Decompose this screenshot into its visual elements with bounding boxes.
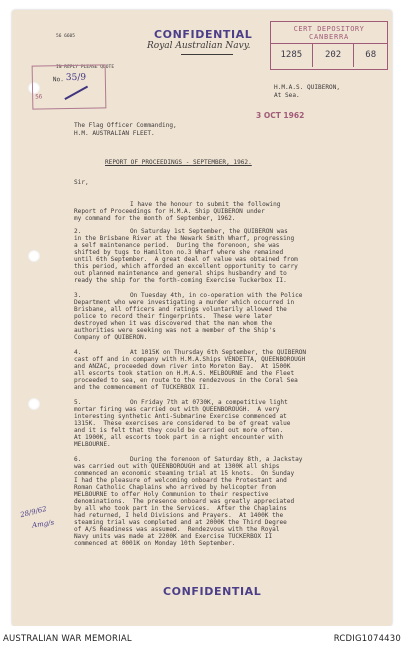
body-line: At 1015K on Thursday 6th September, the QUIBERON bbox=[130, 349, 307, 356]
body-line: and it is felt that they could be carried out more often. bbox=[74, 427, 284, 434]
classification-top: CONFIDENTIAL bbox=[154, 28, 253, 41]
paragraph-number: 3. bbox=[74, 292, 82, 299]
organisation-name: Royal Australian Navy. bbox=[147, 41, 251, 51]
body-line: steaming trial was completed and at 2000K the Third Degree bbox=[74, 519, 287, 526]
paragraph-number: 5. bbox=[74, 399, 82, 406]
body-line: On Tuesday 4th, in co-operation with the Police bbox=[130, 292, 303, 299]
body-line: I had the pleasure of welcoming onboard the Protestant and bbox=[74, 477, 287, 484]
body-line: shifted by tugs to Hamilton no.3 Wharf where she remained bbox=[74, 249, 284, 256]
body-line: this period, which afforded an excellent opportunity to carry bbox=[74, 263, 298, 270]
copy-number: 56 6605 bbox=[56, 34, 75, 39]
sender-ship: H.M.A.S. QUIBERON, bbox=[274, 84, 341, 91]
body-line: of A/S Readiness was assumed. Rendezvous with the Royal bbox=[74, 526, 280, 533]
body-line: cast off and in company with H.M.A.Ships VENDETTA, QUEENBOROUGH bbox=[74, 356, 306, 363]
body-line: MELBOURNE. bbox=[74, 441, 111, 448]
body-line: destroyed when it was discovered that the man whom the bbox=[74, 320, 273, 327]
body-line: On Friday 7th at 0730K, a competitive light bbox=[130, 399, 288, 406]
archive-ref-cell: 202 bbox=[313, 43, 355, 67]
body-line: 1315K. These exercises are considered to be of great value bbox=[74, 420, 291, 427]
punch-hole bbox=[28, 398, 40, 410]
body-line: Report of Proceedings for H.M.A. Ship QUIBERON under bbox=[74, 208, 265, 215]
body-line: ready the ship for the forth-coming Exercise Tuckerbox II. bbox=[74, 277, 287, 284]
body-line: all escorts took station on H.M.A.S. MELBOURNE and the Fleet bbox=[74, 370, 295, 377]
archive-ref-cell: 68 bbox=[365, 50, 377, 60]
signature-mark bbox=[64, 86, 87, 100]
body-line: During the forenoon of Saturday 8th, a Jackstay bbox=[130, 456, 303, 463]
body-line: a self maintenance period. During the forenoon, she was bbox=[74, 242, 280, 249]
body-line: my command for the month of September, 1962. bbox=[74, 215, 236, 222]
body-line: by all who took part in the Services. After the Chaplains bbox=[74, 505, 287, 512]
archive-ref bbox=[271, 43, 387, 67]
body-line: out planned maintenance and general ships husbandry and to bbox=[74, 270, 287, 277]
body-line: commenced at 0001K on Monday 10th September. bbox=[74, 540, 236, 547]
body-line: Navy units was made at 2200K and Exercise TUCKERBOX II bbox=[74, 533, 273, 540]
body-line: commenced an economic steaming trial at 15 knots. On Sunday bbox=[74, 470, 295, 477]
marginal-note: Amg/s bbox=[31, 518, 55, 530]
body-line: Roman Catholic Chaplains who arrived by helicopter from bbox=[74, 484, 276, 491]
reply-no-label: No. bbox=[52, 76, 64, 84]
paragraph-number: 4. bbox=[74, 349, 82, 356]
archive-ref-cell: 1285 bbox=[271, 43, 313, 67]
document-page bbox=[12, 10, 392, 626]
sender-location: At Sea. bbox=[274, 92, 300, 99]
addressee-line: H.M. AUSTRALIAN FLEET. bbox=[74, 130, 155, 137]
archive-stamp-line: CANBERRA bbox=[308, 33, 350, 41]
marginal-note: 28/9/62 bbox=[19, 504, 48, 520]
body-line: Brisbane, all officers and ratings voluntarily allowed the bbox=[74, 306, 287, 313]
archive-footer bbox=[0, 626, 405, 653]
body-line: and ANZAC, proceeded down river into Moreton Bay. At 1500K bbox=[74, 363, 291, 370]
footer-source: AUSTRALIAN WAR MEMORIAL bbox=[3, 634, 132, 644]
body-line: police to record their fingerprints. These were later bbox=[74, 313, 273, 320]
archive-stamp-line: CERT DEPOSITORY bbox=[293, 25, 365, 33]
reply-label: IN REPLY PLEASE QUOTE bbox=[56, 65, 115, 70]
paragraph-number: 6. bbox=[74, 456, 82, 463]
body-line: MELBOURNE to offer Holy Communion to their respective bbox=[74, 491, 269, 498]
rule bbox=[181, 54, 233, 55]
reply-extra: 56 bbox=[35, 93, 43, 101]
paragraph-number: 2. bbox=[74, 228, 82, 235]
body-line: interesting synthetic Anti-Submarine Exercise commenced at bbox=[74, 413, 287, 420]
body-line: At 1900K, all escorts took part in a night encounter with bbox=[74, 434, 284, 441]
body-line: had returned, I held Divisions and Prayers. At 1400K the bbox=[74, 512, 284, 519]
reply-number: 35/9 bbox=[65, 72, 87, 84]
classification-bottom: CONFIDENTIAL bbox=[163, 585, 262, 598]
body-line: Company of QUIBERON. bbox=[74, 334, 148, 341]
body-line: in the Brisbane River at the Newark Smith Wharf, progressing bbox=[74, 235, 295, 242]
body-line: mortar firing was carried out with QUEENBOROUGH. A very bbox=[74, 406, 280, 413]
body-line: proceeded to sea, en route to the rendezvous in the Coral Sea bbox=[74, 377, 298, 384]
body-line: and the commencement of TUCKERBOX II. bbox=[74, 384, 210, 391]
body-line: On Saturday 1st September, the QUIBERON was bbox=[130, 228, 288, 235]
report-subject: REPORT OF PROCEEDINGS - SEPTEMBER, 1962. bbox=[105, 159, 252, 166]
archive-stamp bbox=[270, 21, 388, 70]
body-line: authorities were seeking was not a member of the Ship's bbox=[74, 327, 276, 334]
punch-hole bbox=[28, 250, 40, 262]
footer-record-id: RCDIG1074430 bbox=[333, 634, 401, 644]
reply-reference-stamp bbox=[32, 64, 107, 109]
body-line: I have the honour to submit the following bbox=[130, 201, 281, 208]
salutation: Sir, bbox=[74, 179, 89, 186]
addressee-line: The Flag Officer Commanding, bbox=[74, 122, 177, 129]
received-date-stamp: 3 OCT 1962 bbox=[256, 111, 305, 120]
body-line: denominations. The presence onboard was greatly appreciated bbox=[74, 498, 295, 505]
body-line: until 6th September. A great deal of value was obtained from bbox=[74, 256, 298, 263]
body-line: was carried out with QUEENBOROUGH and at 1300K all ships bbox=[74, 463, 280, 470]
body-line: Department who were investigating a murder which occurred in bbox=[74, 299, 295, 306]
